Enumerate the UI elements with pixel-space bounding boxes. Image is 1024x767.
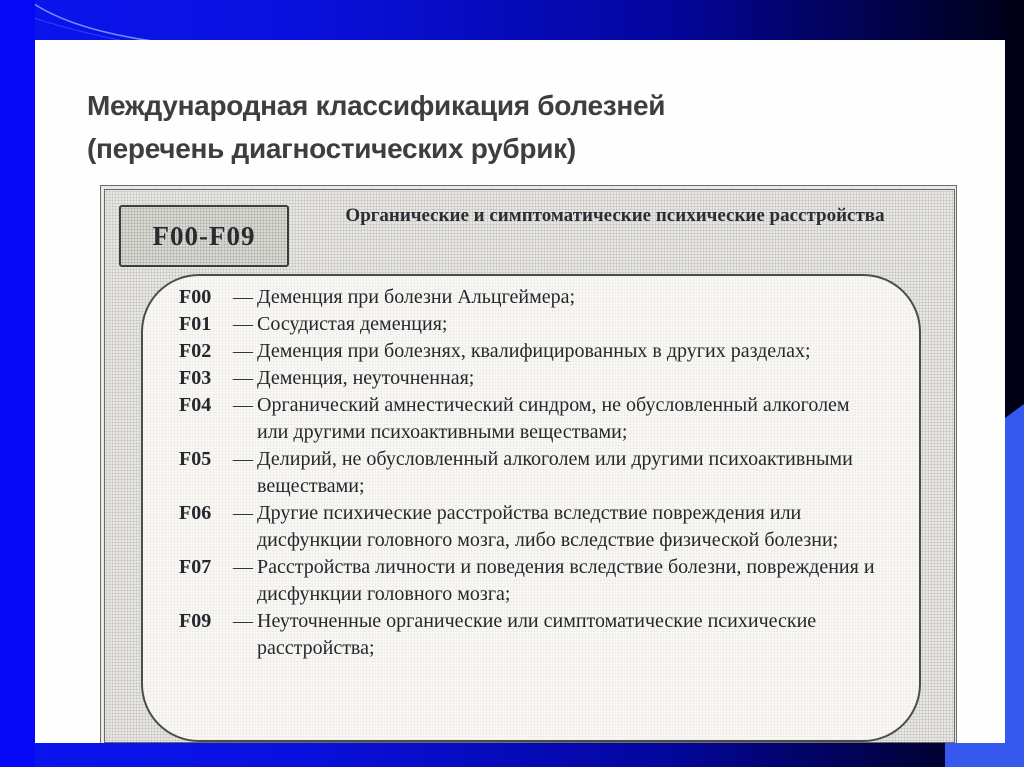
item-text: Деменция при болезни Альцгеймера; — [257, 286, 576, 308]
item-code: F03 — [179, 367, 212, 389]
slide-content-area — [35, 40, 1005, 743]
item-text: Расстройства личности и поведения вследствие болезни, повреждения и дисфункции головного мозга; — [257, 556, 875, 605]
item-text: Сосудистая деменция; — [257, 313, 448, 335]
item-dash: — — [233, 394, 253, 416]
code-range-box — [119, 205, 289, 267]
item-dash: — — [233, 313, 253, 335]
item-code: F02 — [179, 340, 212, 362]
slide-title — [87, 84, 947, 170]
left-border-strip — [0, 0, 35, 767]
bottom-right-accent-block — [945, 743, 1024, 767]
item-dash: — — [233, 448, 253, 470]
table-header — [305, 202, 925, 229]
right-accent-bar — [1005, 404, 1024, 767]
list-item — [179, 392, 879, 446]
code-range-label: F00-F09 — [152, 220, 256, 251]
list-item — [179, 554, 879, 608]
item-text: Деменция при болезнях, квалифицированных в других разделах; — [257, 340, 811, 362]
classification-table-border — [104, 189, 955, 743]
list-item — [179, 500, 879, 554]
item-dash: — — [233, 502, 253, 524]
diagnosis-list — [141, 274, 921, 742]
item-text: Деменция, неуточненная; — [257, 367, 475, 389]
item-dash: — — [233, 367, 253, 389]
list-item — [179, 311, 879, 338]
list-item — [179, 284, 879, 311]
slide-title-line-2: (перечень диагностических рубрик) — [87, 133, 576, 164]
item-code: F01 — [179, 313, 212, 335]
classification-table-image — [100, 185, 957, 743]
item-dash: — — [233, 610, 253, 632]
item-code: F05 — [179, 448, 212, 470]
list-item — [179, 338, 879, 365]
item-text: Другие психические расстройства вследствие повреждения или дисфункции головного мозга, либо вследствие физической болезни; — [257, 502, 839, 551]
list-item — [179, 608, 879, 662]
table-header-text: Органические и симптоматические психические расстройства — [345, 205, 885, 226]
item-text: Неуточненные органические или симптоматические психические расстройства; — [257, 610, 817, 659]
item-text: Органический амнестический синдром, не обусловленный алкоголем или другими психоактивными веществами; — [257, 394, 850, 443]
item-dash: — — [233, 286, 253, 308]
item-code: F04 — [179, 394, 212, 416]
item-code: F09 — [179, 610, 212, 632]
list-item — [179, 446, 879, 500]
item-dash: — — [233, 340, 253, 362]
list-item — [179, 365, 879, 392]
item-code: F06 — [179, 502, 212, 524]
item-dash: — — [233, 556, 253, 578]
item-code: F00 — [179, 286, 212, 308]
slide-title-line-1: Международная классификация болезней — [87, 90, 666, 121]
item-text: Делирий, не обусловленный алкоголем или другими психоактивными веществами; — [257, 448, 853, 497]
item-code: F07 — [179, 556, 212, 578]
